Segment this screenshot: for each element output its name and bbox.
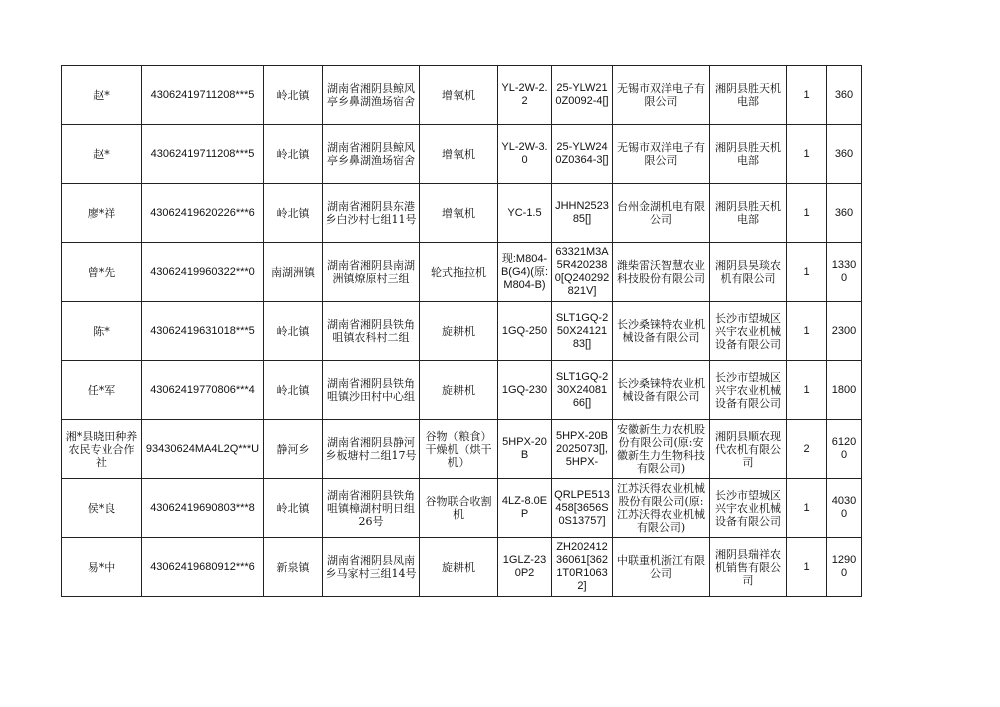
town-cell: 静河乡 xyxy=(264,420,323,479)
subsidy-amount-cell: 1800 xyxy=(827,361,862,420)
id-number-cell: 43062419711208***5 xyxy=(142,125,264,184)
applicant-name-cell: 侯*良 xyxy=(62,479,142,538)
table-row xyxy=(62,538,862,597)
serial-number-cell: 25-YLW210Z0092-4[] xyxy=(552,66,613,125)
subsidy-amount-cell: 13300 xyxy=(827,243,862,302)
machine-item-cell: 谷物联合收割机 xyxy=(420,479,498,538)
table-row xyxy=(62,125,862,184)
applicant-name-cell: 易*中 xyxy=(62,538,142,597)
quantity-cell: 1 xyxy=(787,538,827,597)
applicant-name-cell: 廖*祥 xyxy=(62,184,142,243)
model-cell: YL-2W-3.0 xyxy=(498,125,552,184)
dealer-cell: 湘阴县胜天机电部 xyxy=(710,184,787,243)
dealer-cell: 湘阴县顺农现代农机有限公司 xyxy=(710,420,787,479)
quantity-cell: 1 xyxy=(787,66,827,125)
id-number-cell: 43062419711208***5 xyxy=(142,66,264,125)
quantity-cell: 2 xyxy=(787,420,827,479)
address-cell: 湖南省湘阴县鲸风亭乡鼻湖渔场宿舍 xyxy=(323,125,420,184)
serial-number-cell: SLT1GQ-230X2408166[] xyxy=(552,361,613,420)
machine-item-cell: 增氧机 xyxy=(420,66,498,125)
manufacturer-cell: 长沙桑铼特农业机械设备有限公司 xyxy=(613,302,710,361)
serial-number-cell: QRLPE513458[3656S0S13757] xyxy=(552,479,613,538)
id-number-cell: 43062419620226***6 xyxy=(142,184,264,243)
quantity-cell: 1 xyxy=(787,184,827,243)
town-cell: 南湖洲镇 xyxy=(264,243,323,302)
address-cell: 湖南省湘阴县铁角咀镇沙田村中心组 xyxy=(323,361,420,420)
dealer-cell: 湘阴县瑞祥农机销售有限公司 xyxy=(710,538,787,597)
dealer-cell: 湘阴县胜天机电部 xyxy=(710,125,787,184)
id-number-cell: 43062419690803***8 xyxy=(142,479,264,538)
id-number-cell: 93430624MA4L2Q***U xyxy=(142,420,264,479)
id-number-cell: 43062419631018***5 xyxy=(142,302,264,361)
quantity-cell: 1 xyxy=(787,243,827,302)
subsidy-amount-cell: 61200 xyxy=(827,420,862,479)
dealer-cell: 长沙市望城区兴宇农业机械设备有限公司 xyxy=(710,479,787,538)
manufacturer-cell: 江苏沃得农业机械股份有限公司(原:江苏沃得农业机械有限公司) xyxy=(613,479,710,538)
machine-item-cell: 增氧机 xyxy=(420,125,498,184)
address-cell: 湖南省湘阴县铁角咀镇农科村二组 xyxy=(323,302,420,361)
subsidy-amount-cell: 40300 xyxy=(827,479,862,538)
applicant-name-cell: 赵* xyxy=(62,125,142,184)
model-cell: 1GQ-230 xyxy=(498,361,552,420)
table-row xyxy=(62,302,862,361)
town-cell: 新泉镇 xyxy=(264,538,323,597)
model-cell: 4LZ-8.0EP xyxy=(498,479,552,538)
subsidy-amount-cell: 360 xyxy=(827,184,862,243)
subsidy-amount-cell: 12900 xyxy=(827,538,862,597)
table-row xyxy=(62,184,862,243)
table-row xyxy=(62,420,862,479)
model-cell: 1GLZ-230P2 xyxy=(498,538,552,597)
town-cell: 岭北镇 xyxy=(264,125,323,184)
quantity-cell: 1 xyxy=(787,361,827,420)
town-cell: 岭北镇 xyxy=(264,66,323,125)
applicant-name-cell: 赵* xyxy=(62,66,142,125)
manufacturer-cell: 长沙桑铼特农业机械设备有限公司 xyxy=(613,361,710,420)
table-row xyxy=(62,361,862,420)
serial-number-cell: SLT1GQ-250X2412183[] xyxy=(552,302,613,361)
address-cell: 湖南省湘阴县南湖洲镇燎原村三组 xyxy=(323,243,420,302)
model-cell: 1GQ-250 xyxy=(498,302,552,361)
address-cell: 湖南省湘阴县凤南乡马家村三组14号 xyxy=(323,538,420,597)
table-body xyxy=(62,66,862,597)
subsidy-amount-cell: 360 xyxy=(827,66,862,125)
machine-item-cell: 旋耕机 xyxy=(420,538,498,597)
id-number-cell: 43062419680912***6 xyxy=(142,538,264,597)
quantity-cell: 1 xyxy=(787,302,827,361)
model-cell: 现:M804-B(G4)(原:M804-B) xyxy=(498,243,552,302)
address-cell: 湖南省湘阴县东港乡白沙村七组11号 xyxy=(323,184,420,243)
subsidy-amount-cell: 360 xyxy=(827,125,862,184)
dealer-cell: 长沙市望城区兴宇农业机械设备有限公司 xyxy=(710,361,787,420)
serial-number-cell: ZH20241236061[3621T0R10632] xyxy=(552,538,613,597)
machine-item-cell: 旋耕机 xyxy=(420,361,498,420)
table-row xyxy=(62,243,862,302)
serial-number-cell: 63321M3A5R4202380[Q240292821V] xyxy=(552,243,613,302)
machine-item-cell: 轮式拖拉机 xyxy=(420,243,498,302)
manufacturer-cell: 中联重机浙江有限公司 xyxy=(613,538,710,597)
subsidy-table xyxy=(61,65,862,597)
address-cell: 湖南省湘阴县鲸风亭乡鼻湖渔场宿舍 xyxy=(323,66,420,125)
serial-number-cell: 25-YLW240Z0364-3[] xyxy=(552,125,613,184)
id-number-cell: 43062419770806***4 xyxy=(142,361,264,420)
dealer-cell: 长沙市望城区兴宇农业机械设备有限公司 xyxy=(710,302,787,361)
applicant-name-cell: 湘*县晓田种养农民专业合作社 xyxy=(62,420,142,479)
model-cell: 5HPX-20B xyxy=(498,420,552,479)
manufacturer-cell: 无锡市双洋电子有限公司 xyxy=(613,66,710,125)
machine-item-cell: 旋耕机 xyxy=(420,302,498,361)
manufacturer-cell: 台州金湖机电有限公司 xyxy=(613,184,710,243)
applicant-name-cell: 陈* xyxy=(62,302,142,361)
applicant-name-cell: 曾*先 xyxy=(62,243,142,302)
town-cell: 岭北镇 xyxy=(264,479,323,538)
address-cell: 湖南省湘阴县铁角咀镇樟湖村明日组26号 xyxy=(323,479,420,538)
quantity-cell: 1 xyxy=(787,125,827,184)
manufacturer-cell: 潍柴雷沃智慧农业科技股份有限公司 xyxy=(613,243,710,302)
address-cell: 湖南省湘阴县静河乡板塘村二组17号 xyxy=(323,420,420,479)
table-row xyxy=(62,479,862,538)
quantity-cell: 1 xyxy=(787,479,827,538)
subsidy-amount-cell: 2300 xyxy=(827,302,862,361)
town-cell: 岭北镇 xyxy=(264,184,323,243)
id-number-cell: 43062419960322***0 xyxy=(142,243,264,302)
town-cell: 岭北镇 xyxy=(264,302,323,361)
manufacturer-cell: 无锡市双洋电子有限公司 xyxy=(613,125,710,184)
table-row xyxy=(62,66,862,125)
model-cell: YL-2W-2.2 xyxy=(498,66,552,125)
dealer-cell: 湘阴县胜天机电部 xyxy=(710,66,787,125)
manufacturer-cell: 安徽新生力农机股份有限公司(原:安徽新生力生物科技有限公司) xyxy=(613,420,710,479)
serial-number-cell: JHHN252385[] xyxy=(552,184,613,243)
machine-item-cell: 谷物（粮食）干燥机（烘干机） xyxy=(420,420,498,479)
applicant-name-cell: 任*军 xyxy=(62,361,142,420)
serial-number-cell: 5HPX-20B2025073[],5HPX- xyxy=(552,420,613,479)
town-cell: 岭北镇 xyxy=(264,361,323,420)
dealer-cell: 湘阴县昊琰农机有限公司 xyxy=(710,243,787,302)
model-cell: YC-1.5 xyxy=(498,184,552,243)
machine-item-cell: 增氧机 xyxy=(420,184,498,243)
